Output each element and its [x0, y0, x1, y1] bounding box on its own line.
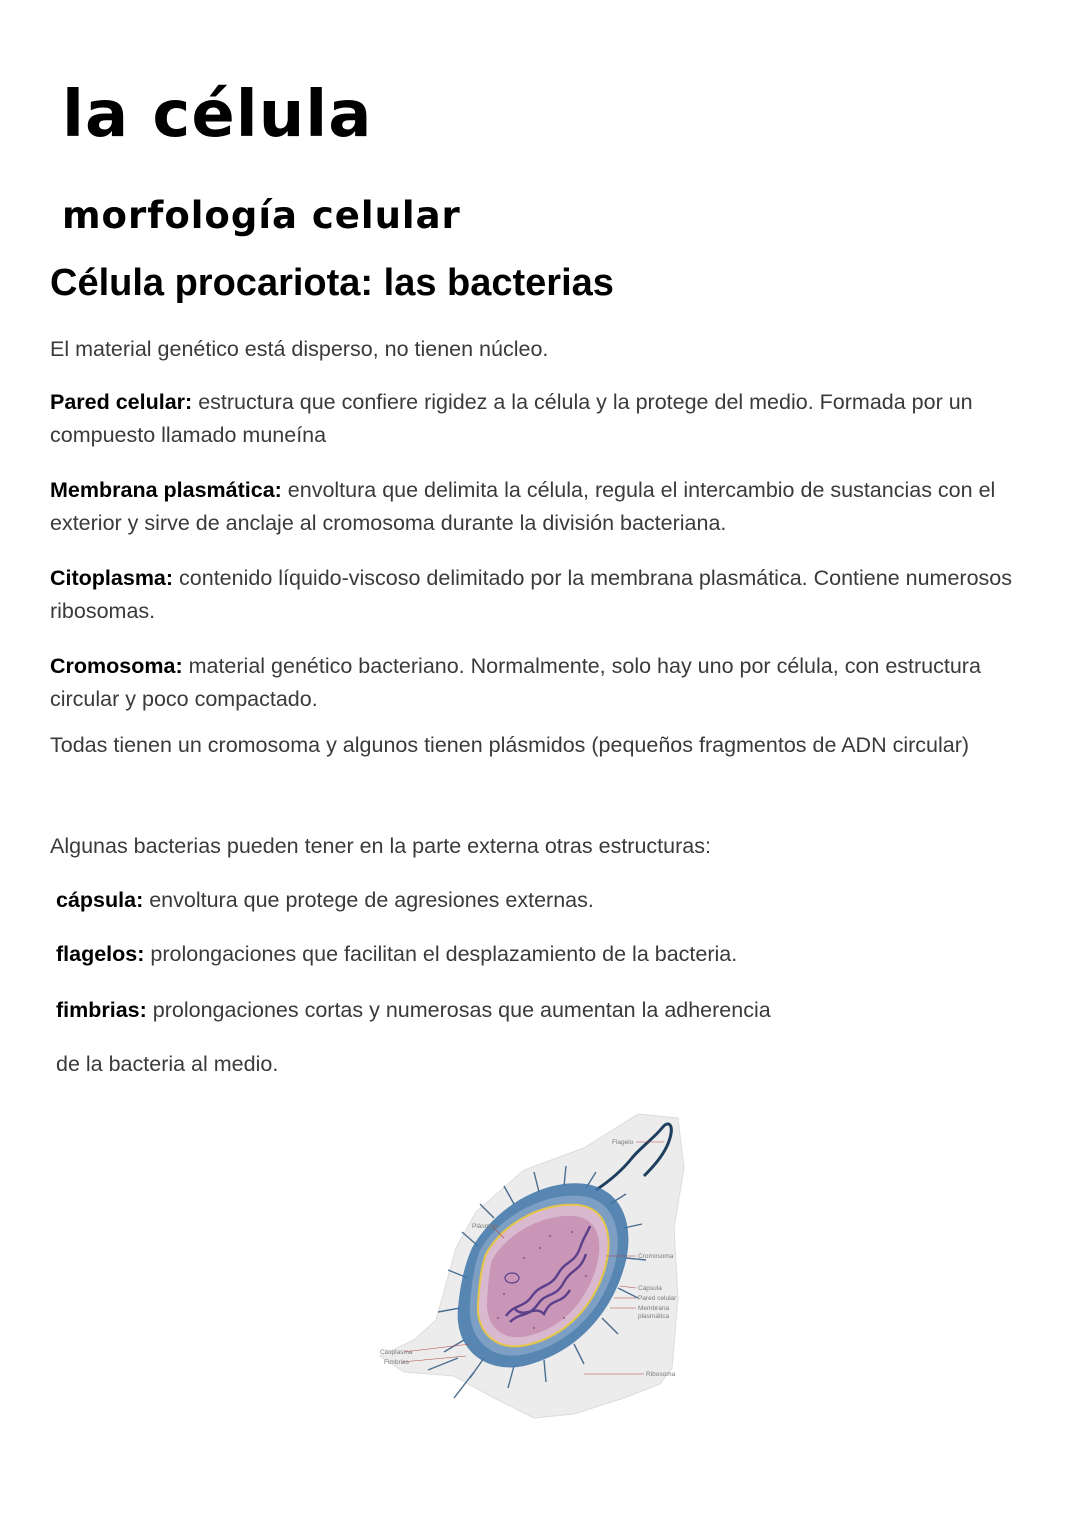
cromosoma-text: material genético bacteriano. Normalmente, solo hay uno por célula, con estructura circular y poco compactado. — [50, 654, 981, 711]
citoplasma-paragraph — [50, 562, 1040, 628]
label-pared: Pared celular — [638, 1295, 677, 1302]
label-ribosoma: Ribosoma — [646, 1371, 676, 1378]
page-title: la célula — [62, 78, 373, 152]
flagelos-term: flagelos: — [56, 942, 145, 966]
flagelos-text: prolongaciones que facilitan el desplazamiento de la bacteria. — [144, 942, 738, 966]
page-subtitle: morfología celular — [62, 194, 461, 237]
cromosoma-term: Cromosoma: — [50, 654, 183, 678]
section-heading: Célula procariota: las bacterias — [50, 262, 614, 304]
label-membrana: Membrana — [638, 1305, 670, 1312]
label-flagelo: Flagelo — [612, 1139, 634, 1146]
capsula-paragraph — [56, 884, 1046, 917]
intro-paragraph: El material genético está disperso, no tienen núcleo. — [50, 337, 549, 361]
pared-text: estructura que confiere rigidez a la célula y la protege del medio. Formada por un compuesto llamado muneína — [50, 390, 973, 447]
capsula-term: cápsula: — [56, 888, 144, 912]
pared-term: Pared celular: — [50, 390, 193, 414]
fimbrias-text: prolongaciones cortas y numerosas que aumentan la adherencia — [146, 998, 771, 1022]
label-plasmido: Plásmido — [472, 1223, 499, 1230]
cromosoma-paragraph — [50, 650, 1040, 716]
membrana-text: envoltura que delimita la célula, regula el intercambio de sustancias con el exterior y sirve de anclaje al cromosoma durante la división bacteriana. — [50, 478, 996, 535]
membrana-term: Membrana plasmática: — [50, 478, 282, 502]
label-cromosoma: Cromosoma — [638, 1253, 674, 1260]
plasmidos-note: Todas tienen un cromosoma y algunos tienen plásmidos (pequeños fragmentos de ADN circular) — [50, 733, 970, 757]
membrana-paragraph — [50, 474, 1040, 540]
bacteria-diagram — [374, 1108, 694, 1426]
label-citoplasma: Citoplasma — [380, 1349, 413, 1356]
fimbrias-continuation: de la bacteria al medio. — [56, 1052, 279, 1076]
fimbrias-paragraph — [56, 994, 1046, 1027]
capsula-text: envoltura que protege de agresiones externas. — [143, 888, 594, 912]
citoplasma-text: contenido líquido-viscoso delimitado por la membrana plasmática. Contiene numerosos ribosomas. — [50, 566, 1013, 623]
citoplasma-term: Citoplasma: — [50, 566, 174, 590]
label-fimbrias: Fimbrias — [384, 1359, 409, 1366]
flagelos-paragraph — [56, 938, 1046, 971]
pared-paragraph — [50, 386, 1040, 452]
external-structures-intro: Algunas bacterias pueden tener en la parte externa otras estructuras: — [50, 834, 711, 858]
fimbrias-term: fimbrias: — [56, 998, 147, 1022]
label-membrana-2: plasmática — [638, 1313, 670, 1320]
label-capsula: Cápsula — [638, 1285, 662, 1292]
